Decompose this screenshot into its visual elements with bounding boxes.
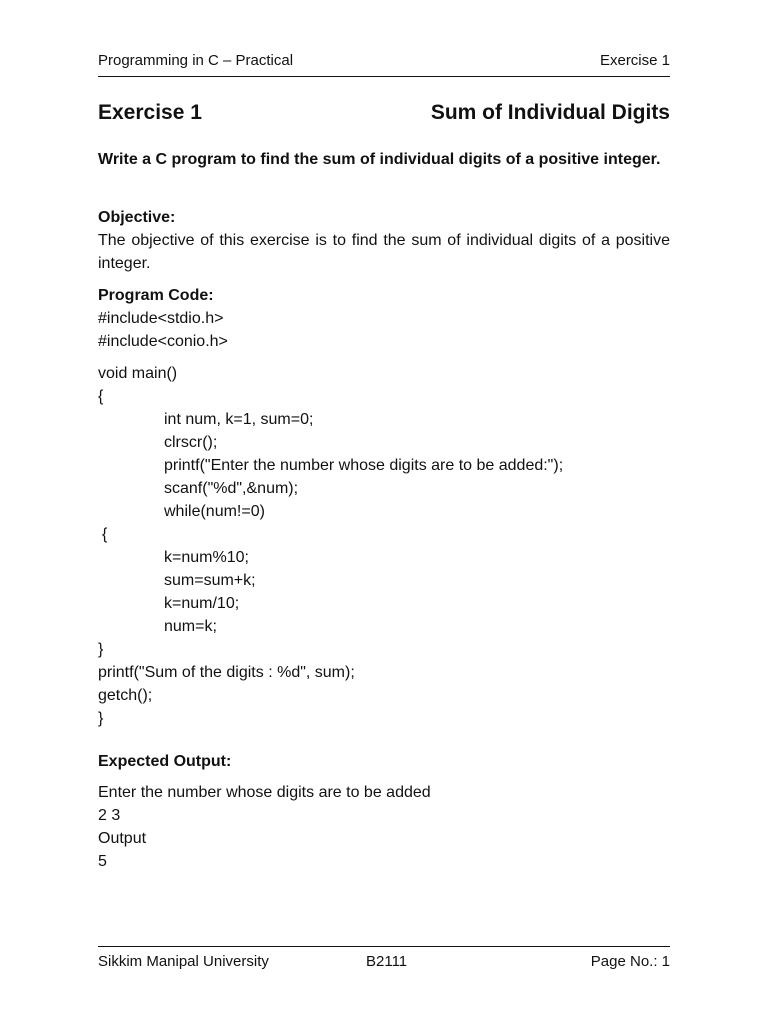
footer-course-code: B2111 xyxy=(366,953,408,970)
code-line: printf("Sum of the digits : %d", sum); xyxy=(98,664,355,681)
footer-university: Sikkim Manipal University xyxy=(98,953,269,970)
code-line: printf("Enter the number whose digits are to be added:"); xyxy=(164,457,564,474)
code-line: { xyxy=(102,526,108,543)
code-line: } xyxy=(98,641,104,658)
code-line: { xyxy=(98,388,104,405)
code-line: clrscr(); xyxy=(164,434,218,451)
code-line: void main() xyxy=(98,365,178,382)
code-line: } xyxy=(98,710,104,727)
exercise-title-row xyxy=(98,99,670,127)
output-line: Output xyxy=(98,830,147,847)
footer-page-number: Page No.: 1 xyxy=(590,953,670,970)
expected-output-label: Expected Output: xyxy=(98,753,232,770)
expected-output-block xyxy=(98,781,431,873)
header-exercise-number: Exercise 1 xyxy=(599,52,670,69)
code-line: int num, k=1, sum=0; xyxy=(164,411,314,428)
code-line: while(num!=0) xyxy=(164,503,265,520)
objective-text: The objective of this exercise is to find the sum of individual digits of a positive integer. xyxy=(98,232,670,272)
header-book-title: Programming in C – Practical xyxy=(98,52,294,69)
code-line: #include<stdio.h> xyxy=(98,310,224,327)
exercise-number-heading: Exercise 1 xyxy=(98,101,202,124)
exercise-topic-heading: Sum of Individual Digits xyxy=(430,101,670,124)
output-line: Enter the number whose digits are to be added xyxy=(98,784,431,801)
program-code-label: Program Code: xyxy=(98,287,214,304)
include-block xyxy=(98,307,670,353)
code-line: scanf("%d",&num); xyxy=(164,480,299,497)
output-line: 5 xyxy=(98,853,107,870)
footer-divider xyxy=(98,946,670,947)
code-line: k=num/10; xyxy=(164,595,240,612)
code-block xyxy=(98,362,670,730)
running-header xyxy=(98,51,670,71)
code-line: #include<conio.h> xyxy=(98,333,228,350)
code-line: sum=sum+k; xyxy=(164,572,256,589)
header-divider xyxy=(98,76,670,77)
code-line: k=num%10; xyxy=(164,549,249,566)
objective-label: Objective: xyxy=(98,209,176,226)
output-line: 2 3 xyxy=(98,807,121,824)
running-footer xyxy=(98,952,670,972)
task-statement: Write a C program to find the sum of individual digits of a positive integer. xyxy=(98,151,661,168)
code-line: getch(); xyxy=(98,687,153,704)
code-line: num=k; xyxy=(164,618,217,635)
